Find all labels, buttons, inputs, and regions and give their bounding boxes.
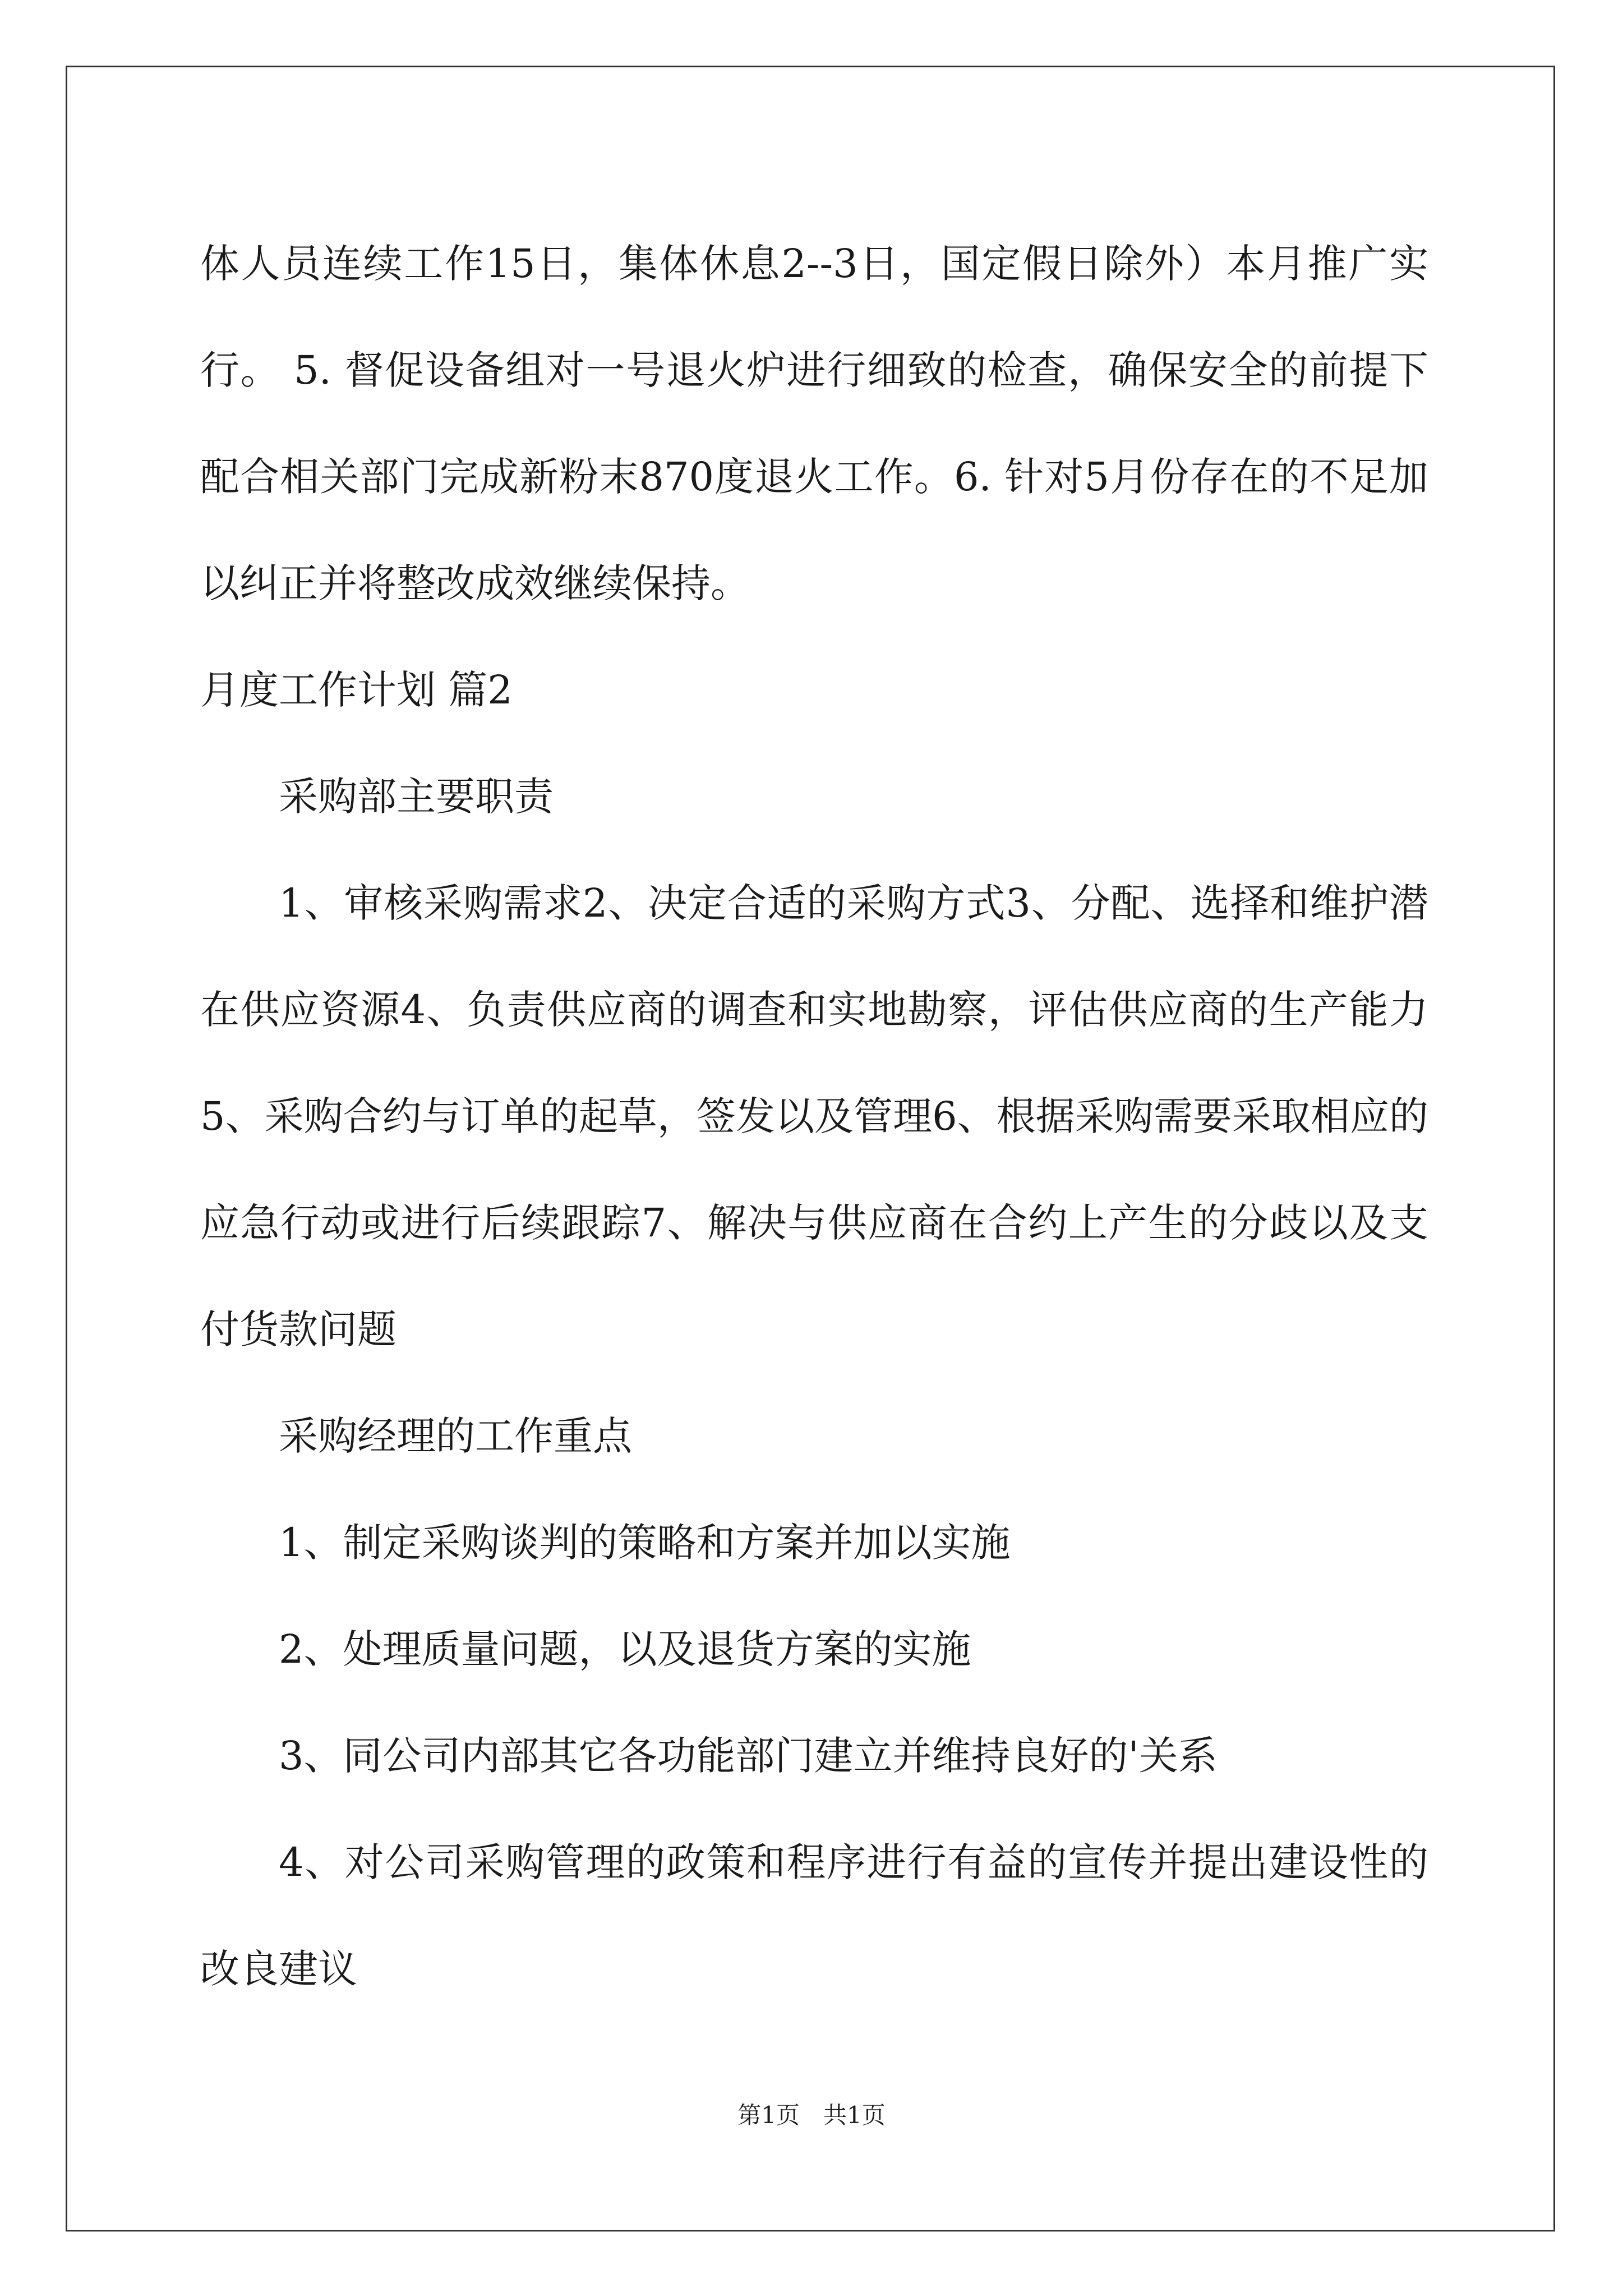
- document-body: [200, 210, 1428, 2022]
- focus-item: 2、处理质量问题，以及退货方案的实施: [279, 1626, 971, 1672]
- focus-item: 4、对公司采购管理的政策和程序进行有益的宣传并提出建设性的改良建议: [200, 1839, 1428, 1992]
- focus-heading: 采购经理的工作重点: [279, 1413, 632, 1459]
- focus-item: 3、同公司内部其它各功能部门建立并维持良好的'关系: [279, 1733, 1218, 1779]
- section-title: 月度工作计划 篇2: [200, 667, 513, 713]
- intro-paragraph: 体人员连续工作15日，集体休息2--3日，国定假日除外）本月推广实行。 5. 督促设备组对一号退火炉进行细致的检查，确保安全的前提下 配合相关部门完成新粉末870度退火工作。6. 针对5月份存在的不足加以纠正并将整改成效继续保持。: [200, 241, 1428, 606]
- focus-item: 1、制定采购谈判的策略和方案并加以实施: [279, 1520, 1011, 1566]
- duties-paragraph: 1、审核采购需求2、决定合适的采购方式3、分配、选择和维护潜在供应资源4、负责供应商的调查和实地勘察，评估供应商的生产能力5、采购合约与订单的起草，签发以及管理6、根据采购需要采取相应的应急行动或进行后续跟踪7、解决与供应商在合约上产生的分歧以及支付货款问题: [200, 880, 1428, 1352]
- duties-heading: 采购部主要职责: [279, 774, 554, 820]
- page-footer: 第1页 共1页: [737, 2101, 886, 2129]
